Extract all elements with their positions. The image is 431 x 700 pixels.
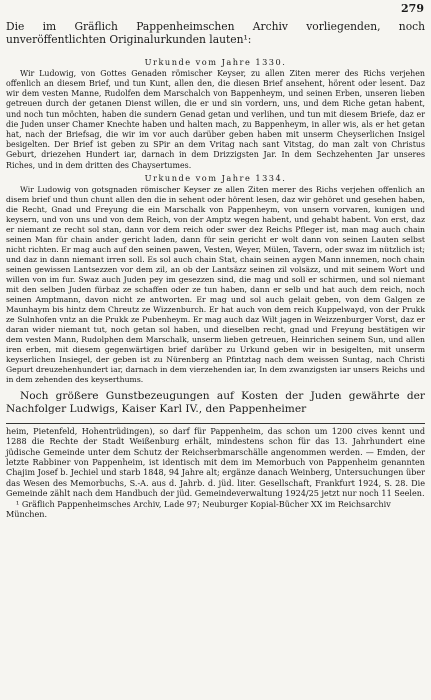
footnote-continuation: heim, Pietenfeld, Hohentrüdingen), so darf für Pappenheim, das schon um 1200 cives kennt und 1288 die Rechte der Stadt Weißenburg erhält, mindestens schon für das 13. Jahrhundert eine jüdische Gemeinde unter dem Schutz der Reichserbmarschälle angenommen werden. — Emden, der letzte Rabbiner von Pappenheim, ist identisch mit dem im Memorbuch von Pappenheim genannten Chajim Josef b. Jechiel und starb 1848, 94 Jahre alt; ergänze danach Weinberg, Untersuchungen über das Wesen des Memorbuchs, S.-A. aus d. Jahrb. d. jüd. liter. Gesellschaft, Frankfurt 1924, S. 28. Die Gemeinde zählt nach dem Handbuch der jüd. Gemeindeverwaltung 1924/25 jetzt nur noch 11 Seelen. <box>6 425 425 499</box>
document-text-1334: Wir Ludowig von gotsgnaden römischer Keyser ze allen Ziten merer des Richs verjehen offenlich an disem brief und thun chunt allen den die in sehent oder hörent lesen, daz wir gehöret und gesehen haben, die Recht, Gnad und Freyung die ein Marschalk von Pappenheym, von unsern vorvaren, kunigen und keysern, und von uns und von dem Reich, von der Amptz wegen habent, und gehabt habent. Von erst, daz er niemant ze recht sol stan, dann vor dem reich oder swer dez Reichs Pfleger ist, man mag auch chain seinen Man für chain ander gericht laden, dann für sein gericht er wolt dann von seinen Lauten selbst nicht richten. Er mag auch auf den seinen pawen, Vesten, Weyer, Mülen, Tavern, oder swaz im nützlich ist; und daz in dann niemant irren soll. Es sol auch chain Stat, chain seinen aygen Mann innemen, noch chain seinen gewissen Lantsezzen vor dem zil, an ob der Lantsäzz seinen zil volsäzz, und mit seinem Wort und willen von im fur. Swaz auch Juden pey im gesezzen sind, die mag und soll er schirmen, und sol niemant mit den selben Juden fürbaz ze schaffen oder ze tun haben, dann er selb und hat auch dem reich, noch seinen Amptmann, davon nicht ze antworten. Er mag und sol auch gelait geben, von dem Galgen ze Maunhaym bis hintz dem Chreutz ze Wizzenburch. Er hat auch von dem reich Kuppelwayd, von der Prukk ze Sulnhofen vntz an die Prukk ze Pubenheym. Er mag auch daz Wilt jagen in Weizzenburger Vorst, daz er daran wider niemant tut, noch getan sol haben, und dieselben recht, gnad und Freyung bestätigen wir dem vesten Mann, Rudolphen dem Marschalk, unserm lieben getreuen, Heinrichen seinem Sun, und allen iren erben, mit diesem gegenwärtigen brief darüber zu Urkund geben wir in besigelten, mit unserm keyserlichen Insiegel, der geben ist zu Nürenberg an Pfintztag nach dem weissen Suntag, nach Christi Gepurt dreuzehenhundert iar, darnach in dem vierzehenden iar, In dem zwanzigsten iar unsers Reichs und in dem zehenden des keyserthums. <box>6 184 425 384</box>
page-number: 279 <box>401 2 424 15</box>
footnote-divider <box>6 423 425 424</box>
document-heading-1330: Urkunde vom Jahre 1330. <box>144 56 287 67</box>
intro-paragraph: Die im Gräflich Pappenheimschen Archiv vorliegenden, noch unveröffentlichten Originalurkunden lauten¹: <box>6 20 425 46</box>
footnote-1: ¹ Gräflich Pappenheimsches Archiv, Lade 97; Neuburger Kopial-Bücher XX im Reichsarchiv München. <box>6 498 391 519</box>
document-heading-1334: Urkunde vom Jahre 1334. <box>144 172 287 183</box>
document-text-1330: Wir Ludowig, von Gottes Genaden römischer Keyser, zu allen Ziten merer des Richs verjehen offenlich an diesem Brief, und tun Kunt, allen den, die diesen Brief ansehent, hörent oder lesent. Daz wir dem vesten Manne, Rudolfen dem Marschalch von Bappenheym, und seinen Erben, unseren lieben getreuen durch der getanen Dienst willen, die er und sin vordern, uns, und dem Riche getan habent, und noch tun möchten, haben die sundern Genad getan und verlihen, und tun mit diesem Briefe, daz er die Juden unser Chamer Knechte haben und halten mach, zu Bappenheym, in aller wis, als er het getan hat, nach der Briefsag, die wir im vor auch darüber geben haben mit unserm Cheyserlichen Insigel besigelten. Der Brief ist geben zu SPir an dem Vritag nach sant Vitstag, do man zalt von Christus Geburt, driezehen Hundert iar, darnach in dem Drizzigsten Jar. In dem Sechzehenten Jar unseres Riches, und in dem dritten des Chaysertumes. <box>6 68 425 170</box>
continuation-paragraph: Noch größere Gunstbezeugungen auf Kosten der Juden gewährte der Nachfolger Ludwigs, Kaiser Karl IV., den Pappenheimer <box>6 389 425 415</box>
